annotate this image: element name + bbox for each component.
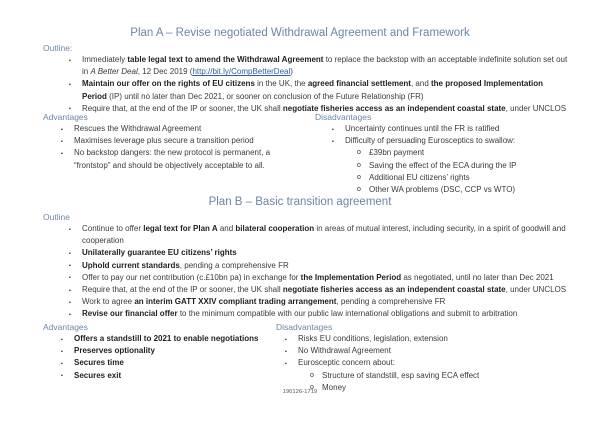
plan-b-title: Plan B – Basic transition agreement [208, 196, 392, 208]
text-run: Secures time [74, 358, 124, 368]
text-run: the proposed Implementation Period [82, 79, 544, 101]
text-run: , pending a comprehensive FR [179, 260, 289, 270]
text-run: in areas of mutual interest, including security, in a spirit of goodwill and cooperation [82, 224, 566, 246]
text-run: as negotiated, until no later than Dec 2021 [401, 272, 554, 282]
text-run: an interim GATT XXIV compliant trading arrangement [134, 297, 337, 307]
plan-b-disadvantages-heading: Disadvantages [276, 322, 333, 332]
text-run: Require that, at the end of the IP or sooner, the UK shall [82, 103, 283, 113]
list-item [82, 54, 569, 78]
text-run: Preserves optionality [74, 346, 155, 356]
plan-a-disadvantages-list [345, 123, 580, 196]
text-run: Uncertainty continues until the FR is ratified [345, 124, 500, 133]
text-run: Unilaterally guarantee EU citizens’ rights [82, 248, 237, 258]
text-run: Secures exit [74, 370, 122, 380]
text-run: Difficulty of persuading Eurosceptics to swallow: [345, 136, 516, 146]
text-run: negotiate fisheries access as an independent coastal state [282, 285, 506, 295]
list-item [82, 223, 569, 247]
text-run: Require that, at the end of the IP or sooner, the UK shall [82, 285, 283, 295]
text-run: £39bn payment [369, 148, 425, 158]
list-item [74, 357, 314, 369]
text-run: and [217, 224, 236, 233]
list-item [74, 370, 314, 382]
sub-list-item [369, 184, 580, 196]
text-run: legal text for Plan A [143, 224, 218, 233]
text-run: Uphold current standards [82, 260, 180, 270]
text-run: , and [410, 79, 431, 89]
list-item [345, 135, 580, 147]
text-run: A Better Deal [90, 67, 138, 77]
list-item [82, 260, 569, 272]
hyperlink[interactable]: http://bit.ly/CompBetterDeal [192, 67, 291, 77]
sub-list-item [369, 147, 580, 159]
text-run: Additional EU citizens’ rights [369, 172, 470, 182]
text-run: Saving the effect of the ECA during the IP [369, 160, 517, 170]
text-run: ) [290, 67, 293, 77]
list-item [74, 135, 306, 147]
sub-list-item [369, 172, 580, 184]
list-item [82, 296, 569, 308]
list-item [74, 147, 306, 171]
list-item [298, 357, 568, 369]
text-run: Offers a standstill to 2021 to enable negotiations [74, 334, 259, 343]
text-run: Structure of standstill, esp saving ECA effect [322, 370, 480, 380]
text-run: Immediately [82, 55, 128, 64]
text-run: , 12 Dec 2019 ( [137, 67, 193, 77]
text-run: Revise our financial offer [82, 309, 178, 319]
text-run: Rescues the Withdrawal Agreement [74, 124, 202, 133]
list-item [82, 308, 569, 320]
text-run: to replace the backstop with an acceptable indefinite solution set out in [82, 55, 568, 77]
text-run: Work to agree [82, 297, 135, 307]
text-run: Offer to pay our net contribution (c.£10bn pa) in exchange for [82, 272, 301, 282]
list-item [74, 333, 314, 345]
text-run: Continue to offer [82, 224, 144, 233]
sub-list-item [369, 160, 580, 172]
list-item [74, 123, 306, 135]
list-item [82, 78, 569, 102]
plan-a-outline-heading: Outline: [43, 43, 73, 53]
text-run: agreed financial settlement [307, 79, 411, 89]
text-run: Risks EU conditions, legislation, extension [298, 334, 448, 343]
text-run: , pending a comprehensive FR [336, 297, 446, 307]
plan-a-outline-list [82, 54, 569, 115]
list-item [298, 333, 568, 345]
text-run: to the minimum compatible with our public law international obligations and submit to arbitration [177, 309, 518, 319]
text-run: Maintain our offer on the rights of EU citizens [82, 79, 255, 89]
plan-a-advantages-heading: Advantages [43, 112, 88, 122]
list-item [345, 123, 580, 135]
sub-list-item [322, 370, 568, 382]
list-item [298, 345, 568, 357]
text-run: Money [322, 382, 347, 392]
text-run: (IP) until no later than Dec 2021, or sooner on conclusion of the Future Relationship (FR) [106, 91, 424, 101]
plan-a-advantages-list [74, 123, 306, 172]
text-run: the Implementation Period [300, 272, 402, 282]
text-run: negotiate fisheries access as an independent coastal state [282, 103, 506, 113]
list-item [82, 272, 569, 284]
text-run: No backstop dangers: the new protocol is permanent, a “frontstop” and should be objectively acceptable to all. [74, 148, 271, 170]
list-item [82, 284, 569, 296]
plan-b-outline-heading: Outline [43, 212, 70, 222]
text-run: , under UNCLOS [505, 285, 567, 295]
text-run: Maximises leverage plus secure a transition period [74, 136, 254, 146]
plan-a-disadvantages-heading: Disadvantages [315, 112, 372, 122]
document-id-footer: 190126-1719 [282, 389, 318, 395]
text-run: No Withdrawal Agreement [298, 346, 391, 356]
text-run: Other WA problems (DSC, CCP vs WTO) [369, 185, 516, 195]
plan-b-outline-list [82, 223, 569, 321]
text-run: bilateral cooperation [235, 224, 315, 233]
text-run: table legal text to amend the Withdrawal Agreement [127, 55, 324, 64]
text-run: Eurosceptic concern about: [298, 358, 395, 368]
plan-b-advantages-list [74, 333, 314, 382]
plan-b-advantages-heading: Advantages [43, 322, 88, 332]
plan-a-title: Plan A – Revise negotiated Withdrawal Agreement and Framework [130, 27, 470, 39]
text-run: , under UNCLOS [505, 103, 567, 113]
list-item [82, 247, 569, 259]
plan-b-disadvantages-list [298, 333, 568, 394]
list-item [74, 345, 314, 357]
text-run: in the UK, the [254, 79, 308, 89]
